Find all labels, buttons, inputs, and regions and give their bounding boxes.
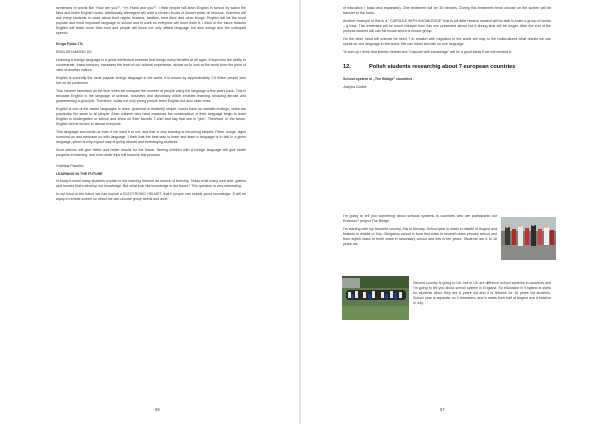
left-page	[0, 0, 299, 424]
paragraph: In today’s world many students explain to the learning Internet as source of learning. Today exist many web side, games and movies that’s develop our knowledge. But what look like knowledge in the future? This question is very interesting.	[56, 179, 246, 189]
author-name: Kinga Pytka 1Tc	[56, 42, 84, 47]
section-heading	[343, 63, 551, 71]
school-group-photo	[342, 276, 409, 320]
paragraph: This number increases all the time when we compare the number of people using the language a few years back. This is because English is the language of science, business and diplomacy which enables learning, studying abroad and guaranteeing a good job. Therefore, today not only young people learn English but also older ones.	[56, 88, 246, 103]
paragraph: Another example of this is a “ CAPSULE WITH KNOWLEDGE” that is pill after receive student will be able to learn a group of words – g food. This treatment will be much cheaper from this one presented above but it during time will be longer. After the end of the process student will can full words which is choice group.	[343, 18, 551, 33]
author-name: Justyna Dudek	[343, 84, 367, 89]
left-text-column	[56, 6, 246, 205]
paragraph: This language surrounds us even if we want it or not, and that is why learning is becoming simpler. Films, songs, signs surround us and embrace us with language. I think that the best way to learn and learn a language is to talk in a given language, which is why a good way is going abroad and exchanging students.	[56, 129, 246, 144]
text-beside-group-photo	[413, 281, 551, 309]
dancing-students-photo	[501, 217, 556, 260]
section-title: Polish students researchig about 7 european countries	[369, 63, 516, 70]
subheading: School system in „The Bridge” countries	[343, 76, 413, 81]
right-page	[301, 0, 600, 424]
section-number: 12.	[343, 63, 351, 70]
page-number: 57	[440, 407, 445, 412]
paragraph: To sum up I think that electric helmet and “Capsule with knowledge” will be a good ideas if we will needed it.	[343, 49, 512, 54]
author-name: Gabriela Pawelec	[56, 163, 84, 168]
text-beside-photo	[343, 214, 497, 250]
article-heading: LEARNING IN THE FUTURE	[56, 171, 103, 176]
paragraph: On the other hand will science be need ? In relation with migration in the world will may to the multicultures what results we can speak on one language in the world. We can travel and talk on one language.	[343, 36, 551, 46]
paragraph: English is currently the most popular foreign language in the world, it is known by approximately 1.5 billion people who live on all continents.	[56, 75, 246, 85]
paragraph: I’m starting with my favourite country, this is Norway. School year is starts in middle of August and finishes in middle of July. Obligatory school is from first class to seventh class primary school and from eighth class to tenth class in secondary school and this is ten years. Students are 6 to 16 years old.	[343, 226, 497, 247]
paragraph: Second country is going to UK, but in UK are diffrence school systems in countries and I’m going to tell you about school system in England. So education in England is starts for students when they are 5 years old and it is finishes for 16 years old students. School year is separate on 3 trimesters, and is starts from half of August and it finishes in July.	[413, 281, 551, 306]
right-text-column	[343, 6, 551, 92]
paragraph: English is one of the easier languages to learn, grammar is relatively simple, nouns have no variable endings, verbs are practically the same in all people. Even children who have mastered the conversation in their language begin to learn English in kindergarten or school and show on their favorite T-shirt and say that she is “grin”. Therefore, in the future, English will be known to almost everyone.	[56, 106, 246, 126]
paragraph: I’m going to tell you something about schools systems in countries who are participants our Erasmus+ project The Bridge.	[343, 214, 497, 224]
paragraph: In my mind in the future we can exploit a ELECTRONIC HELMET, that’s people can exploit yours knowledge. It will be equip in remote screen on which we can choose group words and level	[56, 192, 246, 202]
paragraph: of education ( basic and expanded). One treatment will be 30 minutes. During this treatment news choose on the screen will be transfer to the brain.	[343, 6, 551, 16]
intro-paragraph: sentences or words like “How are you?”, “I’m Frank and you?”. I think people will learn English in school by watch the films and listen English music. Additionally teenagers will read a chosen books of known writer on lessons. Teachers will ask every students in class about their nights, dreams, families, best films and other things. English will be the most popular and most important language in school and in work so everyone will must learn it. I think in the future lessons English will teach more than now and people will know not only official language but also slangs and the colloquial speech.	[56, 6, 246, 36]
paragraph: Such actions will give better and better results for the future. Taming children with a foreign language will give faster progress in learning, and ever-wider trips will improve this process.	[56, 147, 246, 157]
page-number: 56	[155, 407, 160, 412]
paragraph: Learning a foreign language is a great intellectual exercise that brings many benefits at all ages. It improves the ability to concentrate, trains memory, increases the level of our cultural experience, allows us to look at the world from the point of view of another culture.	[56, 57, 246, 73]
article-heading: ENGLISH AMONG US	[56, 50, 92, 55]
